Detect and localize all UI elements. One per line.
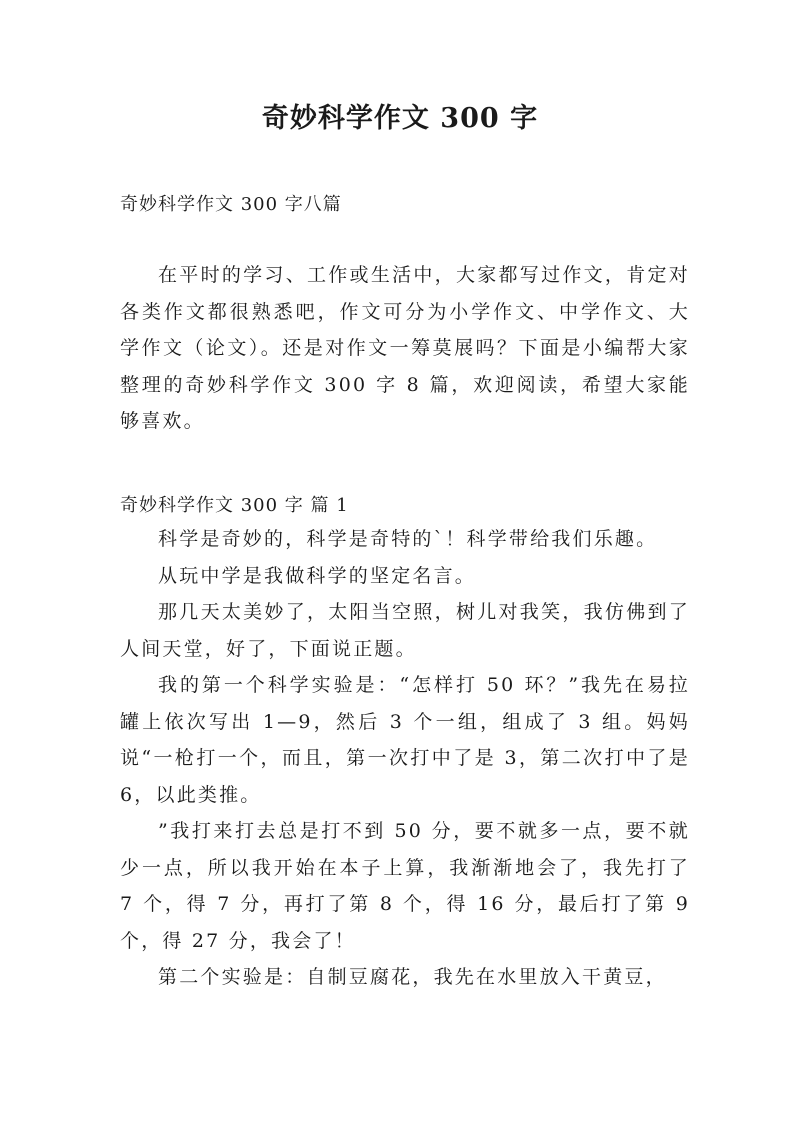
body-paragraph: 那几天太美妙了，太阳当空照，树儿对我笑，我仿佛到了人间天堂，好了，下面说正题。 [120,601,690,660]
document-title: 奇妙科学作文 300 字 [261,103,539,134]
document-subtitle: 奇妙科学作文 300 字八篇 [120,194,342,215]
intro-paragraph: 在平时的学习、工作或生活中，大家都写过作文，肯定对各类作文都很熟悉吧，作文可分为小学作文、中学作文、大学作文（论文）。还是对作文一筹莫展吗？下面是小编帮大家整理的奇妙科学作文 300 字 8 篇，欢迎阅读，希望大家能够喜欢。 [120,264,690,432]
section-heading: 奇妙科学作文 300 字 篇 1 [120,495,349,516]
body-paragraph: 第二个实验是：自制豆腐花，我先在水里放入干黄豆， [158,966,667,988]
body-paragraph: 我的第一个科学实验是：“怎样打 50 环？”我先在易拉罐上依次写出 1—9，然后 3 个一组，组成了 3 组。妈妈说“一枪打一个，而且，第一次打中了是 3，第二次打中了是 6，以此类推。 [120,674,690,806]
body-paragraph: ”我打来打去总是打不到 50 分，要不就多一点，要不就少一点，所以我开始在本子上算，我渐渐地会了，我先打了 7 个，得 7 分，再打了第 8 个，得 16 分，最后打了第 9 个，得 27 分，我会了！ [120,820,690,952]
section-body [120,521,690,996]
body-paragraph: 科学是奇妙的，科学是奇特的`！科学带给我们乐趣。 [158,528,658,550]
body-paragraph: 从玩中学是我做科学的坚定名言。 [158,564,477,587]
intro-block [120,257,690,440]
